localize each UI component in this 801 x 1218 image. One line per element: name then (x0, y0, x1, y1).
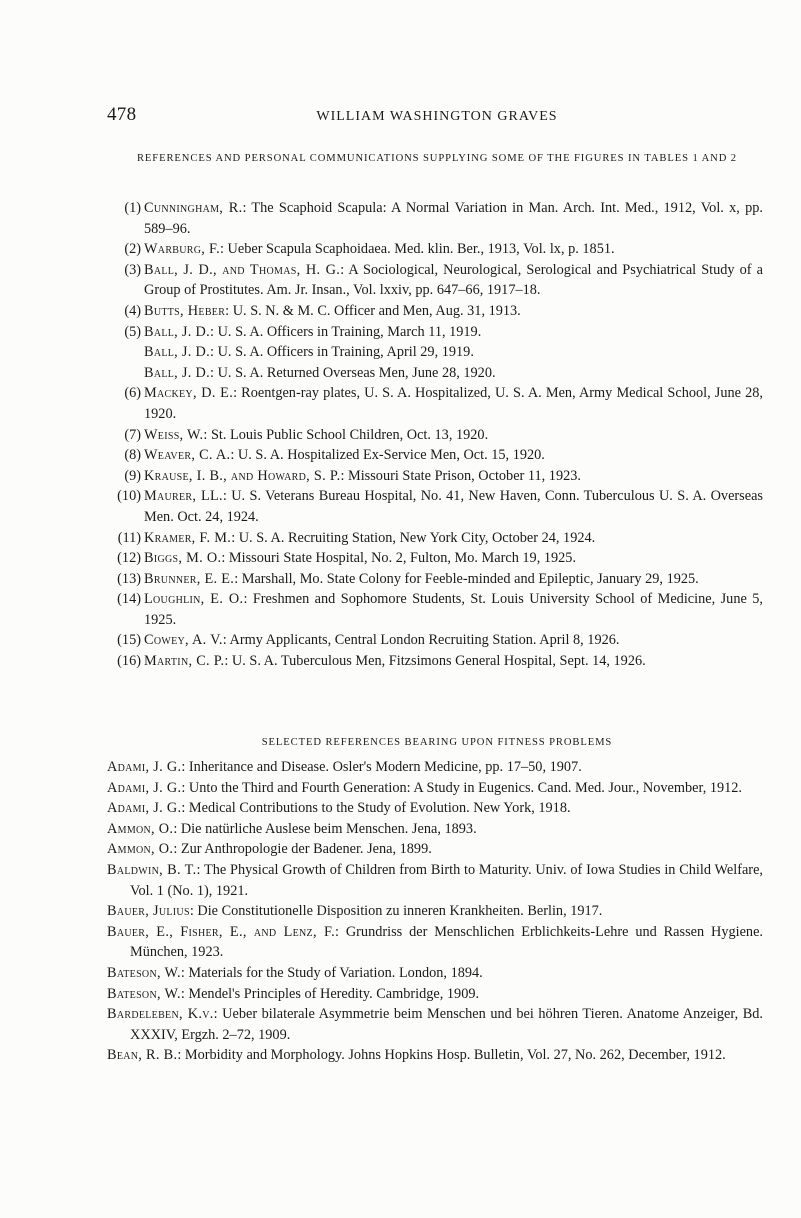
reference-number: (8) (124, 447, 141, 464)
selected-reference-item (107, 819, 763, 840)
reference-author: Loughlin, E. O. (144, 591, 244, 608)
reference-text: : U. S. A. Returned Overseas Men, June 28, 1920. (210, 364, 496, 381)
reference-text: : Die natürliche Auslese beim Menschen. Jena, 1893. (173, 820, 477, 837)
reference-author: Butts, Heber (144, 302, 226, 319)
reference-item (107, 466, 763, 487)
reference-text: : U. S. A. Officers in Training, April 29, 1919. (210, 344, 474, 361)
reference-item (107, 548, 763, 569)
reference-number: (11) (117, 529, 141, 546)
reference-text: : U. S. N. & M. C. Officer and Men, Aug. 31, 1913. (225, 302, 521, 319)
selected-reference-list (107, 757, 763, 1066)
section-heading-selected (107, 734, 767, 752)
reference-text: : Morbidity and Morphology. Johns Hopkins Hosp. Bulletin, Vol. 27, No. 262, December, 1912. (177, 1047, 726, 1064)
reference-number: (2) (124, 241, 141, 258)
reference-author: Martin, C. P. (144, 653, 225, 670)
reference-text: : Ueber bilaterale Asymmetrie beim Menschen und bei höhren Tieren. Anatome Anzeiger, Bd. XXXIV, Ergzh. 2–72, 1909. (130, 1006, 763, 1043)
reference-item (107, 239, 763, 260)
reference-author: Bauer, E., Fisher, E., and Lenz, F. (107, 923, 335, 940)
reference-author: Adami, J. G. (107, 779, 182, 796)
section-heading-references (107, 150, 767, 168)
selected-reference-item (107, 963, 763, 984)
reference-item (107, 445, 763, 466)
reference-item (107, 651, 763, 672)
reference-text: : Freshmen and Sophomore Students, St. Louis University School of Medicine, June 5, 1925. (144, 591, 763, 628)
reference-number: (1) (124, 200, 141, 216)
reference-author: Adami, J. G. (107, 759, 182, 775)
reference-text: : The Physical Growth of Children from Birth to Maturity. Univ. of Iowa Studies in Child Welfare, Vol. 1 (No. 1), 1921. (130, 861, 763, 899)
reference-item (107, 301, 763, 322)
reference-item (107, 528, 763, 549)
reference-number: (9) (124, 467, 141, 484)
reference-number: (3) (124, 261, 141, 278)
reference-text: : Ueber Scapula Scaphoidaea. Med. klin. Ber., 1913, Vol. lx, p. 1851. (220, 241, 615, 258)
reference-number: (16) (117, 653, 141, 670)
reference-author: Kramer, F. M. (144, 529, 232, 546)
section-title: SELECTED REFERENCES BEARING UPON FITNESS PROBLEMS (261, 737, 613, 748)
reference-author: Adami, J. G. (107, 800, 182, 817)
reference-text: : St. Louis Public School Children, Oct. 13, 1920. (203, 426, 489, 443)
reference-number: (12) (117, 550, 141, 567)
reference-text: : U. S. A. Tuberculous Men, Fitzsimons General Hospital, Sept. 14, 1926. (224, 653, 646, 670)
reference-item (107, 425, 763, 446)
reference-number: (13) (117, 570, 141, 587)
running-head: WILLIAM WASHINGTON GRAVES (316, 109, 558, 124)
reference-text: : A Sociological, Neurological, Serological and Psychiatrical Study of a Group of Prostitutes. Am. Jr. Insan., Vol. lxxiv, pp. 647–66, 1917–18. (144, 261, 763, 299)
reference-text: : Missouri State Hospital, No. 2, Fulton, Mo. March 19, 1925. (221, 550, 577, 567)
selected-reference-item (107, 922, 763, 963)
selected-reference-item (107, 984, 763, 1005)
reference-author: Cunningham, R. (144, 200, 243, 216)
reference-item (107, 342, 763, 363)
reference-text: : Inheritance and Disease. Osler's Modern Medicine, pp. 17–50, 1907. (181, 759, 582, 775)
reference-author: Ball, J. D., and Thomas, H. G. (144, 261, 341, 278)
reference-text: : Mendel's Principles of Heredity. Cambridge, 1909. (180, 985, 480, 1002)
reference-author: Mackey, D. E. (144, 385, 234, 402)
reference-author: Ball, J. D. (144, 364, 211, 381)
reference-text: : Army Applicants, Central London Recruiting Station. April 8, 1926. (222, 632, 620, 649)
selected-reference-item (107, 901, 763, 922)
reference-text: : Missouri State Prison, October 11, 1923. (340, 467, 581, 484)
reference-item (107, 198, 763, 239)
reference-author: Brunner, E. E. (144, 570, 235, 587)
reference-author: Krause, I. B., and Howard, S. P. (144, 467, 341, 484)
selected-reference-item (107, 778, 763, 799)
reference-author: Maurer, LL. (144, 488, 223, 505)
reference-item (107, 630, 763, 651)
reference-item (107, 569, 763, 590)
reference-number: (7) (124, 426, 141, 443)
reference-text: : Die Constitutionelle Disposition zu inneren Krankheiten. Berlin, 1917. (189, 903, 603, 920)
reference-number: (10) (117, 488, 141, 505)
reference-number: (15) (117, 632, 141, 649)
reference-number: (4) (124, 302, 141, 319)
reference-item (107, 486, 763, 527)
reference-text: : The Scaphoid Scapula: A Normal Variation in Man. Arch. Int. Med., 1912, Vol. x, pp. 589–96. (144, 200, 763, 237)
selected-reference-item (107, 860, 763, 901)
reference-author: Biggs, M. O. (144, 550, 222, 567)
reference-item (107, 589, 763, 630)
selected-reference-item (107, 1004, 763, 1045)
reference-text: : Grundriss der Menschlichen Erblichkeits-Lehre und Rassen Hygiene. München, 1923. (130, 923, 763, 961)
reference-author: Warburg, F. (144, 241, 220, 258)
reference-text: : U. S. A. Recruiting Station, New York City, October 24, 1924. (231, 529, 596, 546)
selected-reference-item (107, 757, 763, 778)
reference-author: Bateson, W. (107, 985, 181, 1002)
selected-reference-item (107, 839, 763, 860)
page-number: 478 (107, 104, 137, 125)
reference-number: (14) (117, 591, 141, 608)
page-header (107, 104, 767, 128)
reference-author: Bean, R. B. (107, 1047, 178, 1064)
reference-text: : Zur Anthropologie der Badener. Jena, 1899. (173, 841, 432, 858)
reference-text: : U. S. A. Hospitalized Ex-Service Men, Oct. 15, 1920. (230, 447, 545, 464)
reference-author: Ammon, O. (107, 841, 174, 858)
reference-text: : Roentgen-ray plates, U. S. A. Hospitalized, U. S. A. Men, Army Medical School, June 28, 1920. (144, 385, 763, 422)
reference-author: Ball, J. D. (144, 344, 211, 361)
reference-author: Weiss, W. (144, 426, 204, 443)
reference-author: Ammon, O. (107, 820, 174, 837)
reference-author: Bauer, Julius (107, 903, 190, 920)
reference-author: Bardeleben, K.v. (107, 1006, 214, 1023)
reference-text: : Unto the Third and Fourth Generation: A Study in Eugenics. Cand. Med. Jour., November, 1912. (181, 779, 743, 796)
reference-list (107, 198, 763, 672)
reference-item (107, 383, 763, 424)
reference-item (107, 260, 763, 301)
reference-author: Bateson, W. (107, 964, 181, 981)
reference-item (107, 322, 763, 343)
reference-text: : U. S. Veterans Bureau Hospital, No. 41, New Haven, Conn. Tuberculous U. S. A. Overseas Men. Oct. 24, 1924. (144, 488, 763, 525)
reference-text: : Materials for the Study of Variation. London, 1894. (180, 964, 483, 981)
section-title: REFERENCES AND PERSONAL COMMUNICATIONS SUPPLYING SOME OF THE FIGURES IN TABLES 1 AND 2 (136, 153, 738, 164)
reference-number: (5) (124, 323, 141, 340)
reference-author: Baldwin, B. T. (107, 861, 197, 878)
reference-text: : Marshall, Mo. State Colony for Feeble-minded and Epileptic, January 29, 1925. (234, 570, 699, 587)
reference-text: : U. S. A. Officers in Training, March 11, 1919. (210, 323, 482, 340)
reference-item (107, 363, 763, 384)
reference-number: (6) (124, 385, 141, 402)
reference-text: : Medical Contributions to the Study of Evolution. New York, 1918. (181, 800, 571, 817)
reference-author: Ball, J. D. (144, 323, 211, 340)
selected-reference-item (107, 798, 763, 819)
selected-reference-item (107, 1045, 763, 1066)
reference-author: Cowey, A. V. (144, 632, 223, 649)
reference-author: Weaver, C. A. (144, 447, 231, 464)
